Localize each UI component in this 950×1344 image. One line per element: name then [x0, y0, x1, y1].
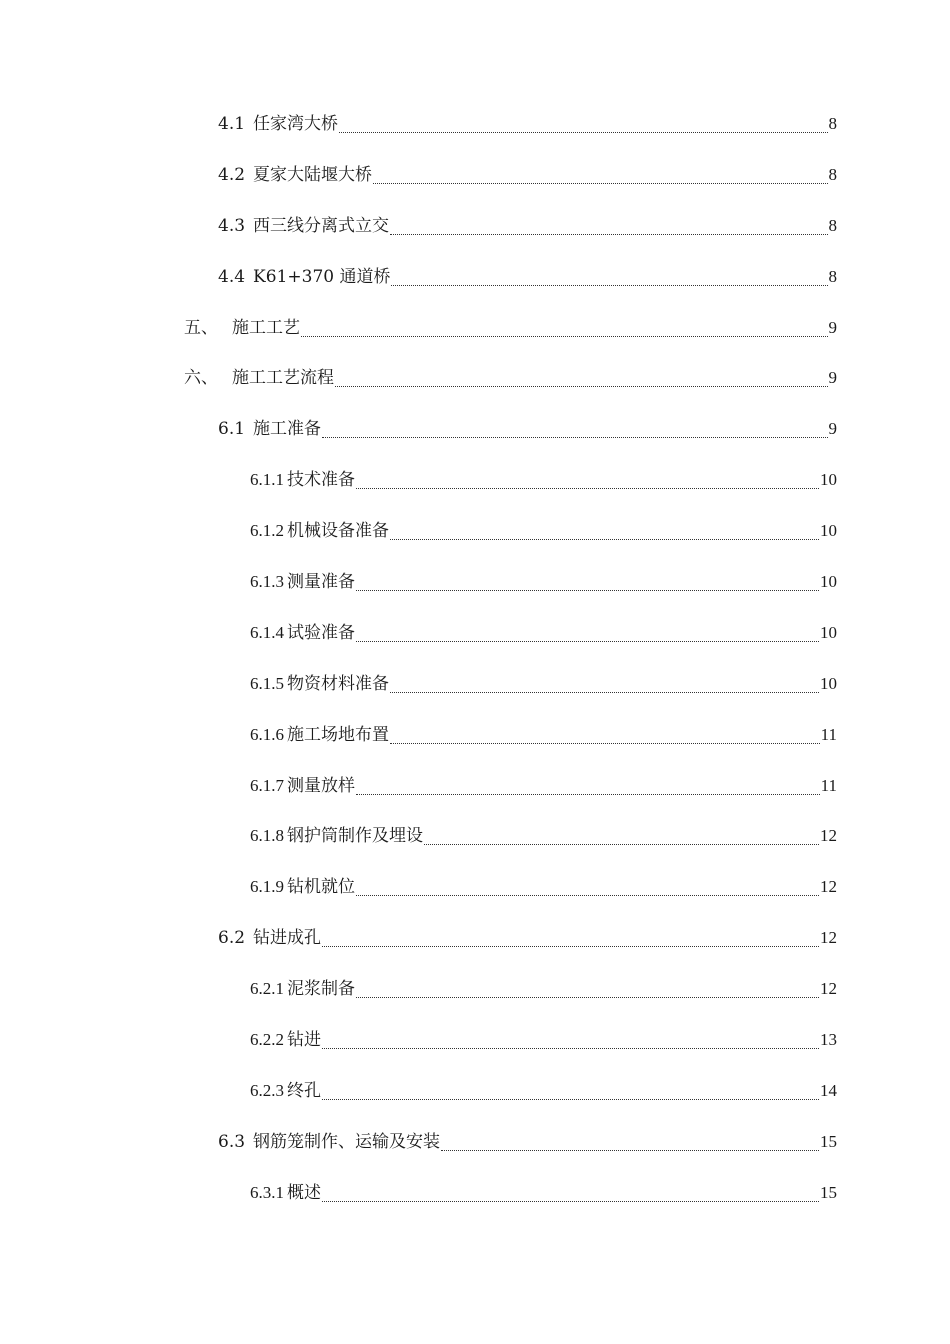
toc-entry-title: 施工工艺流程 [232, 368, 334, 389]
toc-entry[interactable] [0, 212, 950, 263]
toc-entry-page-number: 10 [820, 572, 837, 592]
toc-entry-number: 6.1.4 [250, 622, 284, 642]
toc-entry-number: 4.3 [218, 215, 246, 236]
toc-entry-line [218, 161, 837, 189]
toc-entry-line [250, 975, 837, 1003]
toc-entry-title: 试验准备 [287, 622, 355, 643]
toc-entry-line [250, 873, 837, 901]
toc-dot-leader [390, 234, 827, 235]
toc-dot-leader [391, 285, 827, 286]
toc-entry-title: 测量放样 [287, 775, 355, 796]
toc-entry[interactable] [0, 873, 950, 924]
toc-dot-leader [322, 1201, 819, 1202]
toc-entry-page-number: 10 [820, 673, 837, 693]
toc-entry-page-number: 12 [820, 928, 837, 948]
toc-entry[interactable] [0, 568, 950, 619]
toc-entry-title: 任家湾大桥 [253, 114, 339, 134]
toc-entry[interactable] [0, 721, 950, 772]
toc-entry-line [250, 1026, 837, 1054]
toc-entry-title: 钢筋笼制作、运输及安装 [253, 1131, 441, 1152]
toc-dot-leader [301, 336, 828, 337]
toc-dot-leader [424, 844, 819, 845]
toc-entry-line [218, 415, 837, 443]
toc-entry-title: 技术准备 [287, 470, 355, 491]
toc-entry-line [218, 924, 837, 952]
toc-entry-page-number: 12 [820, 826, 837, 846]
toc-entry-number: 6.1.3 [250, 572, 284, 592]
toc-entry-line [250, 822, 837, 850]
toc-entry-number: 五、 [184, 317, 218, 338]
toc-entry-page-number: 11 [820, 724, 837, 744]
toc-entry-number: 6.2.3 [250, 1080, 284, 1100]
toc-dot-leader [390, 692, 819, 693]
toc-entry[interactable] [0, 670, 950, 721]
toc-dot-leader [339, 132, 827, 133]
toc-dot-leader [335, 386, 828, 387]
toc-dot-leader [356, 641, 819, 642]
toc-entry-title: 西三线分离式立交 [253, 215, 390, 236]
toc-entry-number: 6.1.1 [250, 470, 284, 490]
toc-entry[interactable] [0, 1077, 950, 1128]
toc-entry[interactable] [0, 924, 950, 975]
toc-entry-line [250, 721, 837, 749]
toc-entry[interactable] [0, 772, 950, 823]
toc-entry-title: K61+370 通道桥 [253, 266, 391, 287]
toc-entry-title: 物资材料准备 [287, 673, 389, 694]
toc-dot-leader [356, 997, 819, 998]
toc-entry-title: 钻进成孔 [253, 928, 322, 949]
toc-dot-leader [356, 488, 819, 489]
toc-entry[interactable] [0, 110, 950, 161]
toc-entry[interactable] [0, 415, 950, 466]
toc-entry-page-number: 8 [828, 164, 837, 184]
toc-entry-page-number: 15 [820, 1131, 837, 1151]
toc-dot-leader [322, 437, 827, 438]
toc-entry-line [250, 568, 837, 596]
toc-entry-title: 夏家大陆堰大桥 [253, 164, 373, 185]
toc-entry-line [250, 517, 837, 545]
toc-entry-page-number: 8 [828, 114, 837, 133]
toc-entry-number: 6.2 [218, 928, 246, 949]
toc-entry-page-number: 9 [828, 419, 837, 439]
toc-entry-page-number: 9 [828, 317, 837, 337]
toc-entry-number: 6.1.9 [250, 877, 284, 897]
toc-entry-line [250, 466, 837, 494]
toc-entry-title: 概述 [287, 1182, 321, 1203]
toc-entry-page-number: 8 [828, 215, 837, 235]
toc-dot-leader [356, 895, 819, 896]
toc-entry-line [218, 263, 837, 291]
toc-entry-title: 泥浆制备 [287, 979, 355, 1000]
toc-entry-page-number: 10 [820, 470, 837, 490]
toc-entry[interactable] [0, 466, 950, 517]
toc-entry-page-number: 14 [820, 1080, 837, 1100]
toc-entry[interactable] [0, 314, 950, 365]
toc-entry-page-number: 10 [820, 622, 837, 642]
toc-dot-leader [441, 1150, 819, 1151]
toc-entry-number: 4.2 [218, 164, 246, 185]
toc-entry[interactable] [0, 161, 950, 212]
toc-entry-number: 6.1 [218, 419, 246, 440]
toc-entry-line [184, 364, 837, 392]
toc-entry-page-number: 8 [828, 266, 837, 286]
toc-dot-leader [390, 539, 819, 540]
toc-entry-number: 6.1.8 [250, 826, 284, 846]
toc-entry-line [218, 1128, 837, 1156]
toc-entry-line [250, 670, 837, 698]
toc-entry-number: 6.1.6 [250, 724, 284, 744]
toc-entry-title: 终孔 [287, 1080, 321, 1101]
toc-entry-title: 机械设备准备 [287, 521, 389, 542]
toc-entry-title: 施工场地布置 [287, 724, 389, 745]
toc-entry[interactable] [0, 1026, 950, 1077]
table-of-contents [0, 110, 950, 1230]
toc-entry-line [250, 1077, 837, 1105]
toc-entry-number: 6.1.2 [250, 521, 284, 541]
toc-entry-number: 4.4 [218, 266, 246, 287]
toc-dot-leader [356, 794, 820, 795]
toc-entry[interactable] [0, 619, 950, 670]
toc-entry-title: 施工工艺 [232, 317, 300, 338]
toc-dot-leader [322, 946, 819, 947]
toc-entry[interactable] [0, 364, 950, 415]
toc-entry-line [250, 1179, 837, 1207]
toc-entry-number: 6.3.1 [250, 1182, 284, 1202]
toc-entry-number: 4.1 [218, 114, 246, 134]
toc-entry-title: 钢护筒制作及埋设 [287, 826, 423, 847]
toc-entry-number: 6.2.2 [250, 1030, 284, 1050]
toc-entry-page-number: 13 [820, 1030, 837, 1050]
toc-dot-leader [322, 1099, 819, 1100]
toc-entry-number: 6.3 [218, 1131, 246, 1152]
toc-entry-title: 钻机就位 [287, 877, 355, 898]
toc-entry-page-number: 12 [820, 979, 837, 999]
toc-entry-line [250, 772, 837, 800]
toc-entry[interactable] [0, 517, 950, 568]
toc-entry-line [184, 314, 837, 342]
toc-dot-leader [322, 1048, 819, 1049]
toc-entry[interactable] [0, 263, 950, 314]
toc-entry-line [250, 619, 837, 647]
toc-dot-leader [373, 183, 827, 184]
toc-entry[interactable] [0, 975, 950, 1026]
toc-dot-leader [390, 743, 820, 744]
toc-entry[interactable] [0, 822, 950, 873]
toc-entry-number: 6.2.1 [250, 979, 284, 999]
toc-dot-leader [356, 590, 819, 591]
toc-entry-title: 测量准备 [287, 572, 355, 593]
toc-entry-page-number: 9 [828, 368, 837, 388]
toc-entry-line [218, 110, 837, 138]
toc-entry-line [218, 212, 837, 240]
toc-entry-title: 钻进 [287, 1030, 321, 1051]
toc-entry-number: 6.1.5 [250, 673, 284, 693]
toc-entry-page-number: 11 [820, 775, 837, 795]
toc-entry-number: 六、 [184, 368, 218, 389]
toc-entry-page-number: 10 [820, 521, 837, 541]
toc-entry[interactable] [0, 1128, 950, 1179]
toc-entry-page-number: 12 [820, 877, 837, 897]
toc-entry[interactable] [0, 1179, 950, 1230]
toc-entry-title: 施工准备 [253, 419, 322, 440]
toc-entry-number: 6.1.7 [250, 775, 284, 795]
toc-entry-page-number: 15 [820, 1182, 837, 1202]
